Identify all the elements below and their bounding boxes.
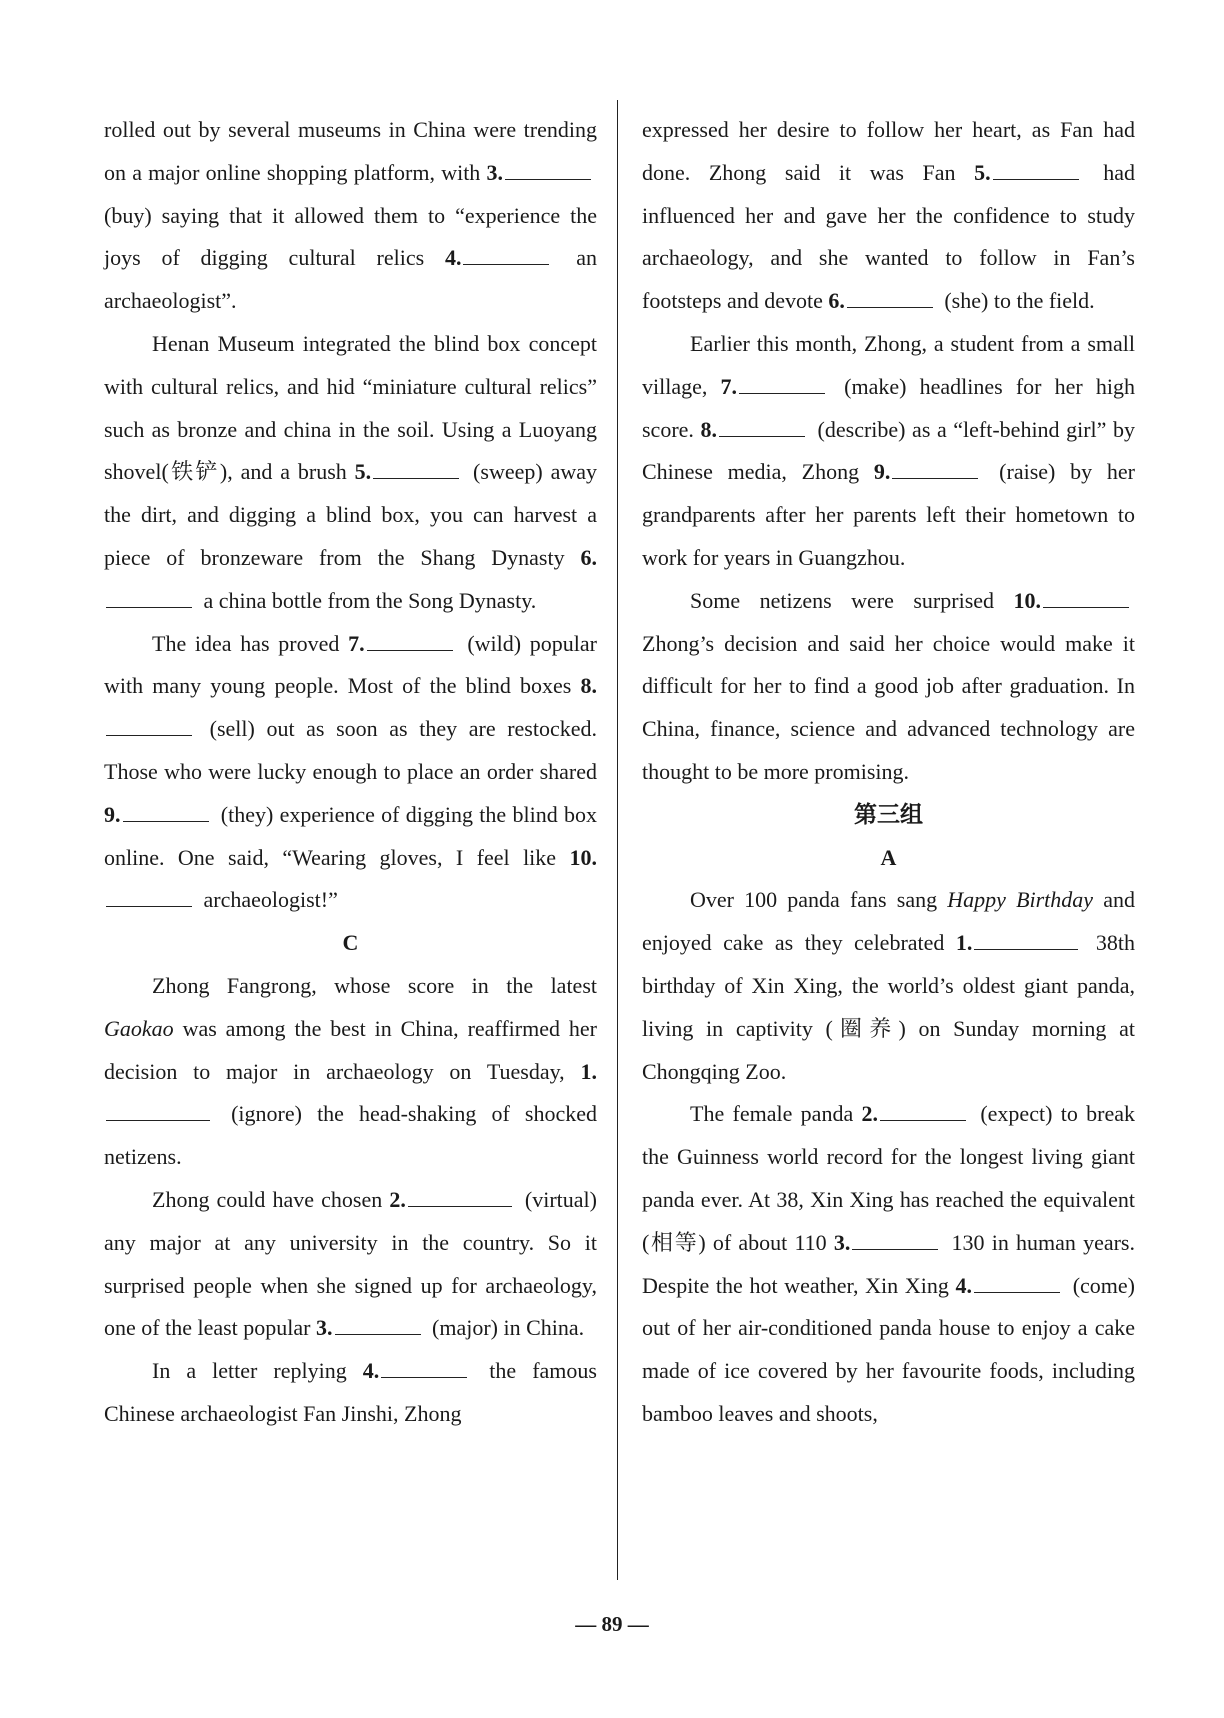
paragraph bbox=[642, 580, 1135, 794]
question-number: 6. bbox=[828, 288, 845, 314]
text-segment: (they) experience of digging the blind box online. One said, “Wearing gloves, I feel like bbox=[104, 801, 597, 870]
text-segment: (wild) popular with many young people. Most of the blind boxes bbox=[104, 630, 597, 699]
text-segment: 130 in human years. Despite the hot weather, Xin Xing bbox=[642, 1229, 1135, 1298]
text-segment: (sweep) away the dirt, and digging a blind box, you can harvest a piece of bronzeware from the Shang Dynasty bbox=[104, 459, 597, 570]
answer-blank[interactable] bbox=[335, 1333, 421, 1335]
answer-blank[interactable] bbox=[1043, 606, 1129, 608]
text-segment: (make) headlines for her high score. bbox=[642, 373, 1135, 442]
answer-blank[interactable] bbox=[381, 1376, 467, 1378]
answer-blank[interactable] bbox=[106, 606, 192, 608]
question-number: 9. bbox=[104, 801, 121, 827]
text-segment: Zhong could have chosen bbox=[152, 1186, 390, 1212]
answer-blank[interactable] bbox=[880, 1119, 966, 1121]
text-segment: had influenced her and gave her the confidence to study archaeology, and she wanted to follow in Fan’s footsteps and devote bbox=[642, 159, 1135, 314]
question-number: 10. bbox=[569, 844, 597, 870]
answer-blank[interactable] bbox=[106, 734, 192, 736]
answer-blank[interactable] bbox=[993, 178, 1079, 180]
answer-blank[interactable] bbox=[463, 263, 549, 265]
left-column bbox=[104, 109, 597, 1436]
text-segment: and enjoyed cake as they celebrated bbox=[642, 887, 1135, 956]
italic-text: Happy Birthday bbox=[947, 887, 1094, 913]
text-segment: (expect) to break the Guinness world record for the longest living giant panda ever. At 38, Xin Xing has reached the equivalent (相等) of about 110 bbox=[642, 1101, 1136, 1255]
question-number: 8. bbox=[700, 416, 717, 442]
paragraph bbox=[104, 965, 597, 1179]
text-segment: Zhong Fangrong, whose score in the latest bbox=[152, 972, 597, 998]
text-segment: (she) to the field. bbox=[938, 288, 1095, 314]
answer-blank[interactable] bbox=[106, 1119, 210, 1121]
question-number: 3. bbox=[833, 1229, 851, 1255]
answer-blank[interactable] bbox=[892, 477, 978, 479]
section-heading: 第三组 bbox=[854, 801, 923, 828]
text-segment: The female panda bbox=[690, 1101, 862, 1127]
question-number: 7. bbox=[720, 373, 738, 399]
text-segment: Earlier this month, Zhong, a student from a small village, bbox=[642, 330, 1135, 399]
italic-text: Gaokao bbox=[104, 1015, 174, 1041]
question-number: 1. bbox=[955, 930, 973, 956]
right-column bbox=[642, 109, 1135, 1436]
answer-blank[interactable] bbox=[974, 1291, 1060, 1293]
answer-blank[interactable] bbox=[505, 178, 591, 180]
text-segment: (major) in China. bbox=[426, 1315, 585, 1341]
text-segment: (buy) saying that it allowed them to “experience the joys of digging cultural relics bbox=[104, 202, 597, 271]
question-number: 9. bbox=[873, 459, 891, 485]
question-number: 5. bbox=[354, 459, 372, 485]
text-segment: 38th birthday of Xin Xing, the world’s oldest giant panda, living in captivity (圈养) on Sunday morning at Chongqing Zoo. bbox=[642, 930, 1135, 1084]
text-segment: (describe) as a “left-behind girl” by Chinese media, Zhong bbox=[642, 416, 1135, 485]
text-segment: (raise) by her grandparents after her parents left their hometown to work for years in Guangzhou. bbox=[642, 459, 1135, 570]
text-segment: was among the best in China, reaffirmed her decision to major in archaeology on Tuesday, bbox=[104, 1015, 597, 1084]
answer-blank[interactable] bbox=[974, 948, 1078, 950]
question-number: 4. bbox=[955, 1272, 973, 1298]
section-heading: A bbox=[880, 844, 897, 870]
text-segment: Zhong’s decision and said her choice would make it difficult for her to find a good job after graduation. In China, finance, science and advanced technology are thought to be more promising. bbox=[642, 630, 1135, 784]
answer-blank[interactable] bbox=[739, 392, 825, 394]
question-number: 1. bbox=[580, 1058, 597, 1084]
question-number: 10. bbox=[1013, 587, 1041, 613]
answer-blank[interactable] bbox=[367, 649, 453, 651]
answer-blank[interactable] bbox=[847, 306, 933, 308]
paragraph bbox=[642, 109, 1135, 323]
text-segment: In a letter replying bbox=[152, 1358, 363, 1384]
text-segment: (sell) out as soon as they are restocked. Those who were lucky enough to place an order shared bbox=[104, 716, 597, 784]
paragraph bbox=[104, 623, 597, 923]
question-number: 5. bbox=[974, 159, 991, 185]
answer-blank[interactable] bbox=[373, 477, 459, 479]
text-segment: rolled out by several museums in China were trending on a major online shopping platform, with bbox=[104, 117, 597, 185]
question-number: 3. bbox=[486, 159, 503, 185]
answer-blank[interactable] bbox=[719, 435, 805, 437]
question-number: 3. bbox=[316, 1315, 333, 1341]
text-segment: (come) out of her air-conditioned panda house to enjoy a cake made of ice covered by her favourite foods, including bamboo leaves and shoots, bbox=[642, 1272, 1136, 1426]
text-segment: expressed her desire to follow her heart, as Fan had done. Zhong said it was Fan bbox=[642, 117, 1135, 185]
paragraph bbox=[642, 1093, 1135, 1435]
answer-blank[interactable] bbox=[106, 905, 192, 907]
text-segment: archaeologist!” bbox=[198, 887, 338, 913]
paragraph bbox=[104, 1350, 597, 1436]
text-segment: (virtual) any major at any university in the country. So it surprised people when she signed up for archaeology, one of the least popular bbox=[104, 1186, 597, 1341]
column-divider bbox=[617, 100, 618, 1580]
paragraph bbox=[642, 323, 1135, 580]
question-number: 6. bbox=[580, 544, 597, 570]
question-number: 8. bbox=[580, 673, 597, 699]
paragraph bbox=[104, 323, 597, 623]
text-segment: a china bottle from the Song Dynasty. bbox=[198, 587, 537, 613]
text-segment: Some netizens were surprised bbox=[690, 587, 1014, 613]
answer-blank[interactable] bbox=[408, 1205, 512, 1207]
page-number: — 89 — bbox=[575, 1612, 649, 1636]
text-segment: Henan Museum integrated the blind box concept with cultural relics, and hid “miniature cultural relics” such as bronze and china in the soil. Using a Luoyang shovel(铁铲), and a brush bbox=[104, 330, 597, 485]
question-number: 7. bbox=[348, 630, 365, 656]
answer-blank[interactable] bbox=[852, 1248, 938, 1250]
text-segment: an archaeologist”. bbox=[104, 245, 597, 314]
answer-blank[interactable] bbox=[123, 820, 209, 822]
text-segment: The idea has proved bbox=[152, 630, 349, 656]
paragraph bbox=[104, 109, 597, 323]
question-number: 4. bbox=[362, 1358, 380, 1384]
paragraph bbox=[642, 879, 1135, 1093]
question-number: 2. bbox=[861, 1101, 879, 1127]
text-segment: Over 100 panda fans sang bbox=[690, 887, 948, 913]
question-number: 2. bbox=[389, 1186, 406, 1212]
paragraph bbox=[104, 1179, 597, 1350]
text-segment: the famous Chinese archaeologist Fan Jinshi, Zhong bbox=[104, 1358, 597, 1426]
text-segment: (ignore) the head-shaking of shocked netizens. bbox=[104, 1101, 597, 1170]
section-heading: C bbox=[342, 930, 359, 956]
question-number: 4. bbox=[444, 245, 462, 271]
